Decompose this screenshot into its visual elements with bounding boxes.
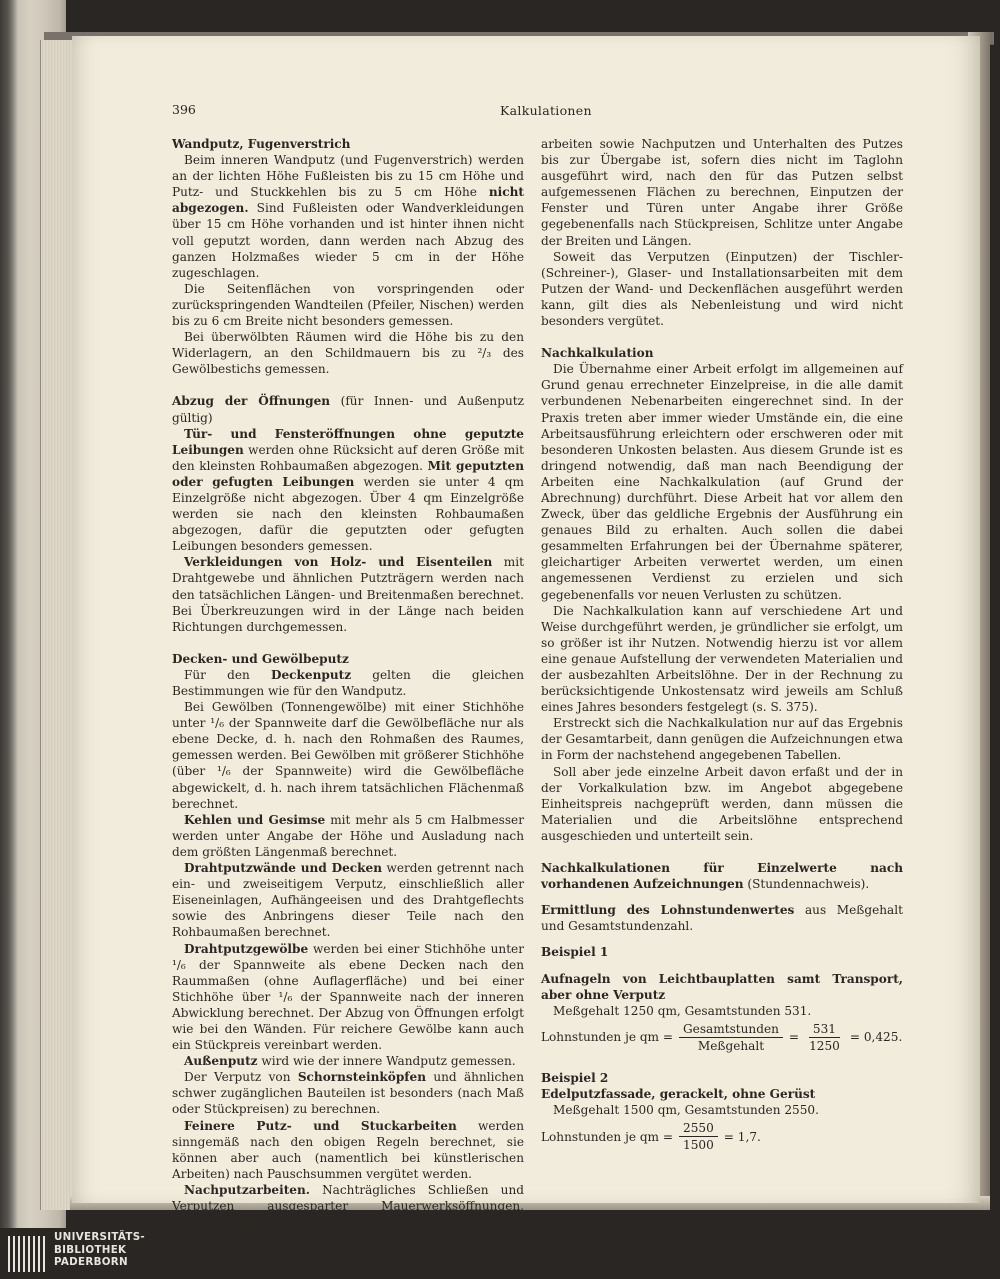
section-heading-decken: Decken- und Gewölbeputz (172, 651, 349, 666)
running-head: Kalkulationen (500, 103, 592, 118)
section-heading-nachkalkulation: Nachkalkulation (541, 346, 654, 361)
example-line-1: Meßgehalt 1250 qm, Gesamtstunden 531. (553, 1003, 812, 1018)
formula-result: = 1,7. (723, 1129, 761, 1144)
paragraph (172, 426, 524, 555)
right-column (541, 136, 903, 1159)
numerator: Gesamtstunden (679, 1021, 783, 1038)
paragraph (541, 902, 903, 934)
paragraph: Bei überwölbten Räumen wird die Höhe bis zu den Widerlagern, an den Schildmauern bis zu ²/₃ des Gewölbestichs gemessen. (172, 330, 524, 377)
bold-text: Schornsteinköpfen (297, 1070, 427, 1085)
paragraph (172, 1069, 524, 1117)
numerator: 531 (809, 1021, 840, 1038)
heading-note: (Stundennachweis). (743, 877, 870, 892)
bold-text: Mit geputzten oder gefugten Leibungen (172, 458, 524, 489)
text: werden getrennt nach ein- und zweiseitigem Verputz, einschließlich aller Eiseneinlagen, Aufhängeeisen und des Drahtgeflechts sowie des Anbringens dieser Teile nach den Rohbaumaßen berechnet. (172, 861, 524, 940)
bold-text: Kehlen und Gesimse (184, 812, 326, 827)
text: werden sie unter 4 qm Einzelgröße nicht abgezogen. Über 4 qm Einzelgröße werden sie nach den kleinsten Rohbaumaßen abgezogen, dafür die geputzten oder gefugten Leibungen besonders gemessen. (172, 474, 524, 554)
text: Sind Fußleisten oder Wandverkleidungen über 15 cm Höhe vorhanden und ist hinter ihnen nicht voll geputzt worden, dann werden nach Abzug des ganzen Holzmaßes wieder 5 cm in der Höhe zugeschlagen. (172, 201, 524, 280)
example-line-2: Meßgehalt 1500 qm, Gesamtstunden 2550. (553, 1102, 819, 1117)
formula-lhs: Lohnstunden je qm = (541, 1030, 674, 1045)
paragraph: Die Nachkalkulation kann auf verschiedene Art und Weise durchgeführt werden, je gründlicher sie erfolgt, um so größer ist ihr Nutzen. Notwendig hierzu ist vor allem eine genaue Aufstellung der verwendeten Materialien und der ausbezahlten Arbeitslöhne. Der in der Rechnung zu berücksichtigende Unkostensatz wird jeweils am Schluß eines Jahres besonders festgelegt (s. S. 375). (541, 603, 903, 715)
example-title-2: Edelputzfassade, gerackelt, ohne Gerüst (541, 1086, 816, 1101)
paragraph: Die Übernahme einer Arbeit erfolgt im allgemeinen auf Grund genau errechneter Einzelpreise, in die alle damit verbundenen Nebenarbeiten eingerechnet sind. In der Praxis treten aber immer wieder Umstände ein, die eine Arbeitsausführung erleichtern oder erschweren oder mit besonderen Unkosten belasten. Aus diesem Grunde ist es dringend notwendig, daß man nach Beendigung der Arbeiten eine Nachkalkulation (auf Grund der Abrechnung) durchführt. Diese Arbeit hat vor allem den Zweck, über das geldliche Ergebnis der Ausführung ein genaues Bild zu erhalten. Auch sollen die dabei gesammelten Erfahrungen bei der Übernahme späterer, gleichartiger Arbeiten verwertet werden, um einen angemessenen Verdienst zu erzielen und sich gegebenenfalls vor neuen Verlusten zu schützen. (541, 362, 903, 602)
paragraph (172, 1118, 524, 1182)
formula-1 (541, 1021, 903, 1054)
text: wird wie der innere Wandputz gemessen. (257, 1054, 516, 1069)
denominator: Meßgehalt (697, 1038, 765, 1053)
library-name (54, 1231, 145, 1269)
bold-text: Außenputz (184, 1054, 258, 1069)
text: Für den (184, 667, 271, 682)
example-label-2: Beispiel 2 (541, 1070, 609, 1085)
fraction (679, 1120, 718, 1153)
formula-result: = 0,425. (849, 1030, 903, 1045)
library-name-line2: BIBLIOTHEK (54, 1243, 127, 1256)
bold-text: Feinere Putz- und Stuckarbeiten (184, 1118, 457, 1133)
page-stack (40, 40, 75, 1210)
paragraph (172, 1182, 524, 1230)
bold-text: Drahtputzgewölbe (184, 941, 309, 956)
paragraph: Soweit das Verputzen (Einputzen) der Tischler- (Schreiner-), Glaser- und Installationsarbeiten mit dem Putzen der Wand- und Deckenflächen ausgeführt werden kann, gilt dies als Nebenleistung und wird nicht besonders vergütet. (541, 249, 903, 329)
heading-text: Nachkalkulationen für Einzelwerte nach vorhandenen Aufzeichnungen (541, 861, 903, 892)
left-column (172, 136, 524, 1230)
example-title-1: Aufnageln von Leichtbauplatten samt Transport, aber ohne Verputz (541, 971, 903, 1002)
heading-note: (für Innen- und Außenputz gültig) (172, 394, 524, 425)
paragraph (172, 1053, 524, 1069)
text: Beim inneren Wandputz (und Fugenverstrich) werden an der lichten Höhe Fußleisten bis zu 15 cm Höhe und Putz- und Stuckkehlen bis zu 5 cm Höhe (172, 153, 524, 200)
paragraph (172, 667, 524, 699)
example-label-1: Beispiel 1 (541, 945, 609, 960)
denominator: 1250 (809, 1038, 840, 1053)
text: gelten die gleichen Bestimmungen wie für den Wandputz. (172, 667, 525, 698)
formula-lhs: Lohnstunden je qm = (541, 1129, 674, 1144)
library-name-line1: UNIVERSITÄTS- (54, 1231, 145, 1243)
library-logo (0, 1228, 160, 1279)
paragraph: Bei Gewölben (Tonnengewölbe) mit einer Stichhöhe unter ¹/₆ der Spannweite darf die Gewölbefläche nur als ebene Decke, d. h. nach den Rohmaßen des Raumes, gemessen werden. Bei Gewölben mit größerer Stichhöhe (über ¹/₆ der Spannweite) wird die Gewölbefläche abgewickelt, d. h. nach ihrem tatsächlichen Flächenmaß berechnet. (172, 700, 524, 811)
equals-sign: = (788, 1030, 800, 1045)
text: mit mehr als 5 cm Halbmesser werden unter Angabe der Höhe und Ausladung nach dem größten Längenmaß berechnet. (172, 812, 524, 859)
paragraph (172, 152, 524, 281)
section-heading-wandputz: Wandputz, Fugenverstrich (172, 137, 351, 151)
library-barcode-icon (6, 1232, 48, 1276)
bold-text: Nachputzarbeiten. (184, 1182, 310, 1197)
paragraph: Erstreckt sich die Nachkalkulation nur auf das Ergebnis der Gesamtarbeit, dann genügen die Aufzeichnungen etwa in Form der nachstehend angegebenen Tabellen. (541, 716, 903, 763)
paragraph: Die Seitenflächen von vorspringenden oder zurückspringenden Wandteilen (Pfeiler, Nischen) werden bis zu 6 cm Breite nicht besonders gemessen. (172, 281, 524, 329)
bold-text: Drahtputzwände und Decken (184, 861, 383, 876)
paragraph: arbeiten sowie Nachputzen und Unterhalten des Putzes bis zur Übergabe ist, sofern dies nicht im Taglohn ausgeführt wird, nach den für das Putzen selbst aufgemessenen Flächen zu berechnen, Einputzen der Fenster und Türen unter Angabe ihrer Größe gegebenenfalls nach Stückpreisen, Schlitze unter Angabe der Breiten und Längen. (541, 137, 903, 248)
text: mit Drahtgewebe und ähnlichen Putzträgern werden nach den tatsächlichen Längen- und Breitenmaßen berechnet. Bei Überkreuzungen wird in der Länge nach beiden Richtungen durchgemessen. (172, 555, 524, 634)
fraction (805, 1021, 844, 1054)
text: und ähnlichen schwer zugänglichen Bauteilen ist besonders (nach Maß oder Stückpreisen) zu berechnen. (172, 1070, 524, 1117)
paragraph (172, 554, 524, 634)
numerator: 2550 (679, 1120, 718, 1137)
bold-text: Deckenputz (270, 667, 352, 682)
text: werden sinngemäß nach den obigen Regeln berechnet, sie können aber auch (namentlich bei künstlerischen Arbeiten) nach Pauschsummen vergütet werden. (172, 1118, 524, 1181)
paragraph (172, 812, 524, 860)
bold-text: Tür- und Fensteröffnungen ohne geputzte Leibungen (172, 426, 524, 457)
formula-2 (541, 1120, 903, 1153)
text: werden bei einer Stichhöhe unter ¹/₆ der Spannweite als ebene Decken nach den Raummaßen (ohne Auflagerfläche) und bei einer Stichhöhe über ¹/₆ der Spannweite nach der inneren Abwicklung berechnet. Der Abzug von Öffnungen erfolgt wie bei den Wänden. Für reichere Gewölbe kann auch ein Stückpreis vereinbart werden. (172, 941, 524, 1053)
denominator: 1500 (683, 1138, 714, 1153)
fraction (679, 1021, 783, 1054)
paragraph (172, 941, 524, 1054)
page-number: 396 (172, 102, 196, 117)
section-heading-oeffnungen (172, 393, 524, 425)
text: werden ohne Rücksicht auf deren Größe mit den kleinsten Rohbaumaßen abgezogen. (172, 442, 524, 473)
text: Der Verputz von (184, 1070, 298, 1085)
text: aus Meßgehalt und Gesamtstundenzahl. (541, 903, 903, 934)
bold-text: Ermittlung des Lohnstundenwertes (541, 903, 795, 918)
bold-text: nicht abgezogen. (172, 185, 524, 216)
paragraph: Soll aber jede einzelne Arbeit davon erfaßt und der in der Vorkalkulation bzw. im Angebot abgegebene Einheitspreis nachgeprüft werden, dann müssen die Materialien und die Arbeitslöhne entsprechend ausgeschieden und unterteilt sein. (541, 764, 903, 843)
section-heading-einzelwerte (541, 860, 903, 892)
text: Nachträgliches Schließen und Verputzen ausgesparter Mauerwerksöffnungen, Einputzen der Schlosser- (172, 1182, 524, 1230)
heading-text: Abzug der Öffnungen (172, 394, 331, 409)
bold-text: Verkleidungen von Holz- und Eisenteilen (184, 555, 493, 570)
library-name-line3: PADERBORN (54, 1256, 128, 1268)
paragraph (172, 860, 524, 940)
